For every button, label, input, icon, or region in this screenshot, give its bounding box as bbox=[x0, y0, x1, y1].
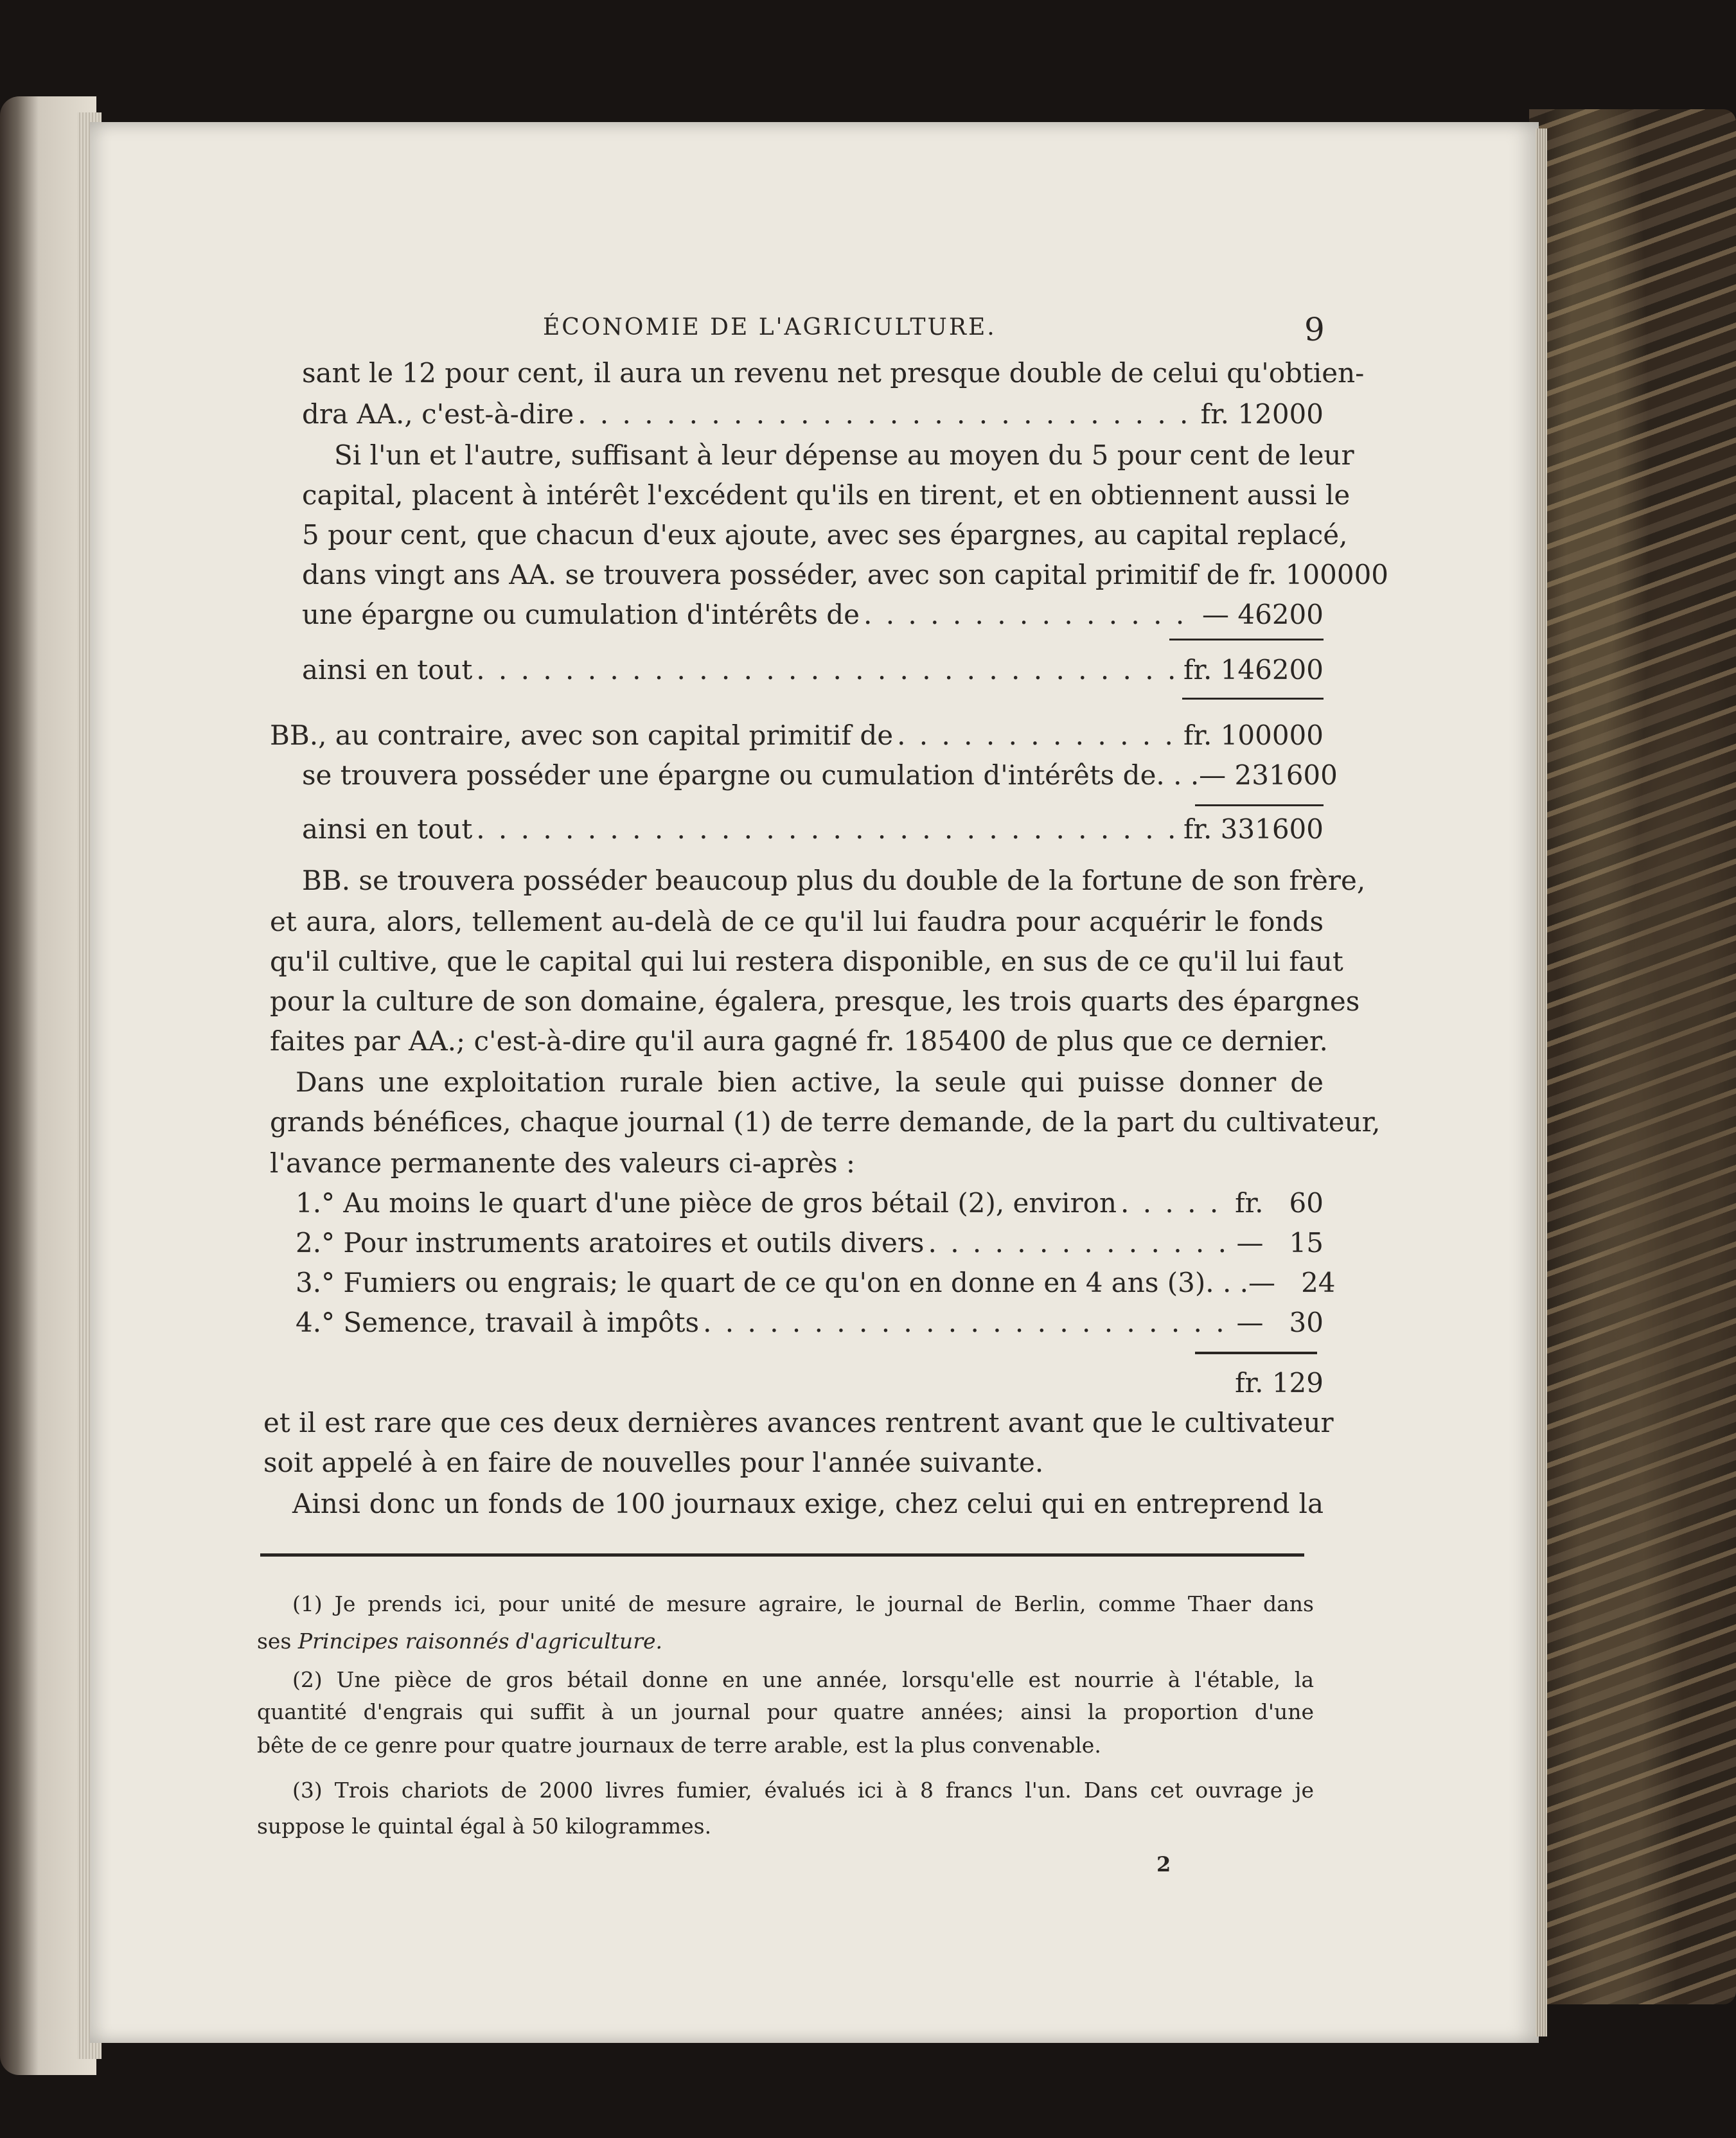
items-total: fr. 129 bbox=[1235, 1367, 1324, 1399]
text-line: Dans une exploitation rurale bien active, la seule qui puisse donner de bbox=[296, 1066, 1324, 1098]
text: BB., au contraire, avec son capital primitif de bbox=[270, 720, 894, 751]
text-line: Si l'un et l'autre, suffisant à leur dépense au moyen du 5 pour cent de leur bbox=[334, 439, 1354, 471]
footnote-line bbox=[257, 1630, 662, 1652]
leader-dots bbox=[897, 722, 1180, 749]
leader-dots bbox=[476, 816, 1180, 843]
leader-line bbox=[302, 398, 1324, 430]
sum-rule bbox=[1195, 1352, 1317, 1354]
footnote-text: ses bbox=[257, 1629, 298, 1654]
item-amount: — 30 bbox=[1236, 1307, 1324, 1338]
footnote-line: (1) Je prends ici, pour unité de mesure agraire, le journal de Berlin, comme Thaer dans bbox=[292, 1591, 1314, 1616]
amount: fr. 331600 bbox=[1183, 813, 1324, 845]
list-item bbox=[296, 1187, 1324, 1219]
text: dra AA., c'est-à-dire bbox=[302, 398, 574, 430]
text-line: soit appelé à en faire de nouvelles pour l'année suivante. bbox=[263, 1447, 1044, 1478]
leader-dots bbox=[864, 601, 1198, 628]
text-line: Ainsi donc un fonds de 100 journaux exige, chez celui qui en entreprend la bbox=[292, 1488, 1324, 1519]
footnote-rule bbox=[260, 1553, 1304, 1557]
leader-dots bbox=[1120, 1190, 1231, 1217]
text-line: et il est rare que ces deux dernières avances rentrent avant que le cultivateur bbox=[263, 1407, 1334, 1438]
footnote-line: (2) Une pièce de gros bétail donne en une année, lorsqu'elle est nourrie à l'étable, la bbox=[292, 1667, 1314, 1692]
footnote-line: quantité d'engrais qui suffit à un journal pour quatre années; ainsi la proportion d'une bbox=[257, 1699, 1314, 1724]
running-head: ÉCONOMIE DE L'AGRICULTURE. bbox=[543, 314, 996, 340]
sum-rule bbox=[1195, 804, 1324, 806]
amount: — 231600 bbox=[1199, 759, 1338, 791]
leader-line bbox=[302, 813, 1324, 845]
text-line: grands bénéfices, chaque journal (1) de terre demande, de la part du cultivateur, bbox=[270, 1106, 1381, 1138]
list-item bbox=[296, 1267, 1336, 1298]
page-number: 9 bbox=[1304, 311, 1325, 348]
text: se trouvera posséder une épargne ou cumulation d'intérêts de. . . bbox=[302, 759, 1200, 791]
text-line: qu'il cultive, que le capital qui lui restera disponible, en sus de ce qu'il lui faut bbox=[270, 946, 1343, 977]
leader-line bbox=[302, 759, 1338, 791]
amount: fr. 146200 bbox=[1183, 654, 1324, 685]
text-line: faites par AA.; c'est-à-dire qu'il aura gagné fr. 185400 de plus que ce dernier. bbox=[270, 1025, 1328, 1057]
item-amount: — 15 bbox=[1236, 1227, 1324, 1259]
text-line: dans vingt ans AA. se trouvera posséder, avec son capital primitif de fr. 100000 bbox=[302, 559, 1389, 590]
item-label: 2.° Pour instruments aratoires et outils divers bbox=[296, 1227, 925, 1259]
amount: fr. 12000 bbox=[1200, 398, 1324, 430]
book-title-italic: Principes raisonnés d'agriculture. bbox=[297, 1629, 662, 1654]
sum-rule bbox=[1182, 698, 1324, 700]
right-page-edges bbox=[1536, 128, 1547, 2036]
text: ainsi en tout bbox=[302, 813, 473, 845]
leader-line bbox=[302, 654, 1324, 685]
item-label: 3.° Fumiers ou engrais; le quart de ce qu'on en donne en 4 ans (3). . . bbox=[296, 1267, 1249, 1298]
text-line: et aura, alors, tellement au-delà de ce qu'il lui faudra pour acquérir le fonds bbox=[270, 906, 1324, 937]
footnote-line: bête de ce genre pour quatre journaux de terre arable, est la plus convenable. bbox=[257, 1733, 1101, 1758]
list-item bbox=[296, 1227, 1324, 1259]
item-label: 4.° Semence, travail à impôts bbox=[296, 1307, 700, 1338]
list-item bbox=[296, 1309, 1324, 1336]
text-line: l'avance permanente des valeurs ci-après : bbox=[270, 1147, 856, 1179]
leader-line bbox=[302, 601, 1324, 628]
leader-dots bbox=[703, 1309, 1232, 1336]
leader-line bbox=[270, 722, 1324, 749]
footnote-line: (3) Trois chariots de 2000 livres fumier, évalués ici à 8 francs l'un. Dans cet ouvrage je bbox=[292, 1778, 1314, 1803]
item-amount: — 24 bbox=[1248, 1267, 1336, 1298]
signature-mark: 2 bbox=[1156, 1852, 1171, 1877]
text: ainsi en tout bbox=[302, 654, 473, 685]
leader-dots bbox=[476, 657, 1180, 684]
text-line: sant le 12 pour cent, il aura un revenu net presque double de celui qu'obtien- bbox=[302, 357, 1365, 389]
marbled-cover bbox=[1529, 109, 1736, 2004]
sum-rule bbox=[1169, 639, 1324, 641]
item-label: 1.° Au moins le quart d'une pièce de gros bétail (2), environ bbox=[296, 1187, 1117, 1219]
amount: fr. 100000 bbox=[1183, 720, 1324, 751]
item-amount: fr. 60 bbox=[1235, 1187, 1324, 1219]
text-line: capital, placent à intérêt l'excédent qu'ils en tirent, et en obtiennent aussi le bbox=[302, 479, 1351, 511]
text: une épargne ou cumulation d'intérêts de bbox=[302, 599, 860, 630]
text-line: pour la culture de son domaine, égalera, presque, les trois quarts des épargnes bbox=[270, 985, 1360, 1017]
text-line: 5 pour cent, que chacun d'eux ajoute, avec ses épargnes, au capital replacé, bbox=[302, 519, 1348, 551]
leader-dots bbox=[928, 1230, 1233, 1257]
leader-dots bbox=[578, 401, 1197, 428]
amount: — 46200 bbox=[1202, 599, 1324, 630]
footnote-line: suppose le quintal égal à 50 kilogrammes. bbox=[257, 1814, 712, 1839]
text-line: BB. se trouvera posséder beaucoup plus du double de la fortune de son frère, bbox=[302, 865, 1366, 896]
